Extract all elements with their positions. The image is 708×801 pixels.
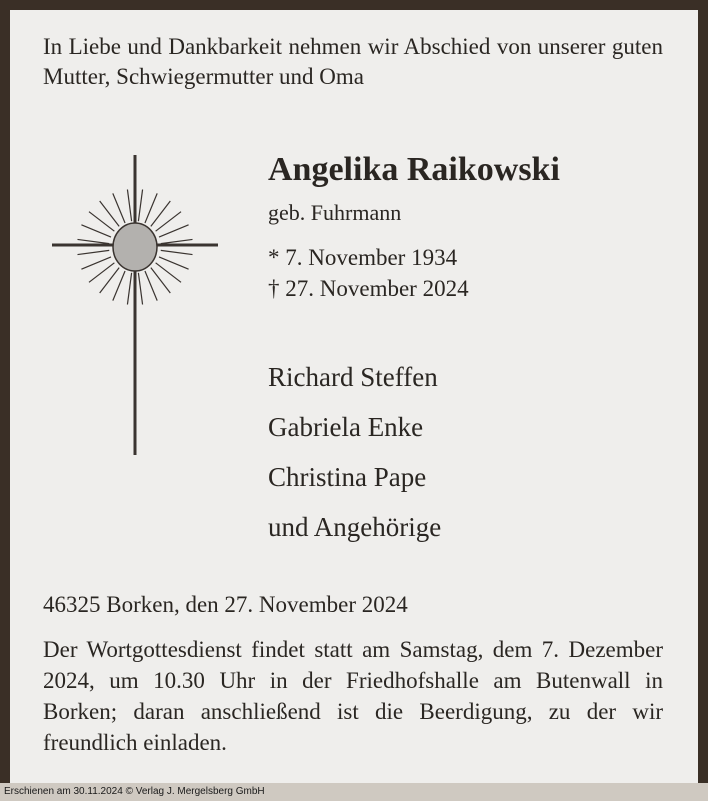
mourners-list [268,352,441,552]
halo-ray [113,193,125,223]
halo-ray [138,273,142,305]
birth-date: * 7. November 1934 [268,245,458,270]
halo-ray [159,257,189,269]
mourner: Richard Steffen [268,362,438,392]
halo-ray [159,225,189,237]
halo-ray [161,250,193,254]
halo-ray [81,257,111,269]
deceased-name: Angelika Raikowski [268,151,560,188]
life-dates [268,242,469,304]
halo-ray [127,189,131,221]
halo-ray [77,250,109,254]
mourner: Christina Pape [268,462,427,492]
intro-text: In Liebe und Dankbarkeit nehmen wir Abschied von unserer guten Mutter, Schwiegermutter und Oma [43,34,663,89]
halo-ray [77,239,109,243]
halo-ray [113,271,125,301]
halo-ray [138,189,142,221]
mourner: Gabriela Enke [268,412,424,442]
mourner: und Angehörige [268,512,442,542]
radiant-cross-icon [52,155,222,455]
halo-ray [161,239,193,243]
halo-ray [145,193,157,223]
death-date: † 27. November 2024 [268,276,469,301]
obituary-notice [10,10,698,783]
halo-ray [81,225,111,237]
halo-ray [145,271,157,301]
publication-footer: Erschienen am 30.11.2024 © Verlag J. Mergelsberg GmbH [0,783,708,801]
halo-ray [127,273,131,305]
place-date: 46325 Borken, den 27. November 2024 [43,592,408,617]
maiden-name: geb. Fuhrmann [268,200,402,225]
service-info: Der Wortgottesdienst findet statt am Samstag, dem 7. Dezember 2024, um 10.30 Uhr in der Friedhofshalle am Butenwall in Borken; daran anschließend ist die Beerdigung, zu der wir freundlich einladen. [43,637,663,755]
